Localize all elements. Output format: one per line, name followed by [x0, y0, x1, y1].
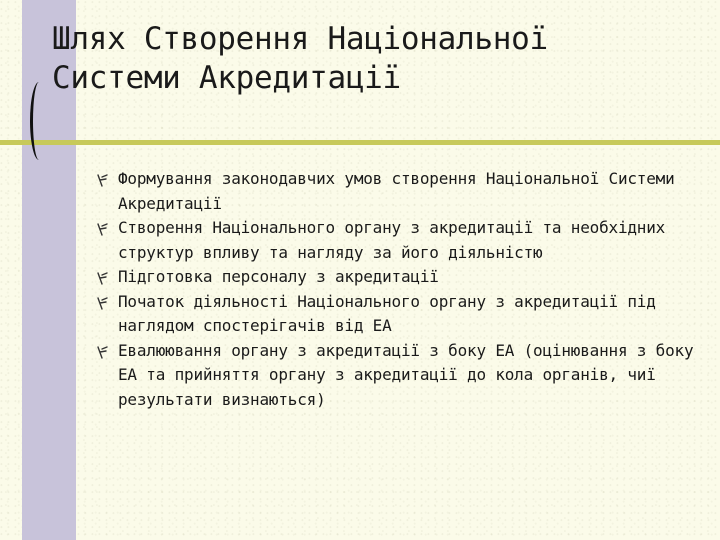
tick-mark-icon: [96, 174, 108, 187]
tick-mark-icon: [96, 346, 108, 359]
title-divider-line: [0, 140, 720, 145]
bullet-text: Підготовка персоналу з акредитації: [118, 267, 439, 286]
tick-mark-icon: [96, 297, 108, 310]
slide-title-line-2: Системи Акредитації: [52, 60, 401, 96]
bullet-item: [96, 167, 696, 216]
bullet-item: [96, 339, 696, 413]
tick-mark-icon: [96, 223, 108, 236]
bullet-item: [96, 216, 696, 265]
slide-title: [52, 20, 712, 98]
bullet-list: [96, 167, 696, 412]
bullet-text: Формування законодавчих умов створення Національної Системи Акредитації: [118, 169, 675, 213]
bullet-text: Евалюювання органу з акредитації з боку ЕА (оцінювання з боку ЕА та прийняття органу з акредитації до кола органів, чиї результати визнаються): [118, 340, 694, 409]
bullet-item: [96, 290, 696, 339]
bullet-text: Початок діяльності Національного органу з акредитації під наглядом спостерігачів від ЕА: [118, 291, 656, 335]
tick-mark-icon: [96, 272, 108, 285]
bracket-decoration-icon: [30, 82, 45, 160]
slide-title-line-1: Шлях Створення Національної: [52, 21, 548, 57]
bullet-text: Створення Національного органу з акредитації та необхідних структур впливу та нагляду за його діяльністю: [118, 218, 666, 262]
bullet-item: [96, 265, 696, 290]
